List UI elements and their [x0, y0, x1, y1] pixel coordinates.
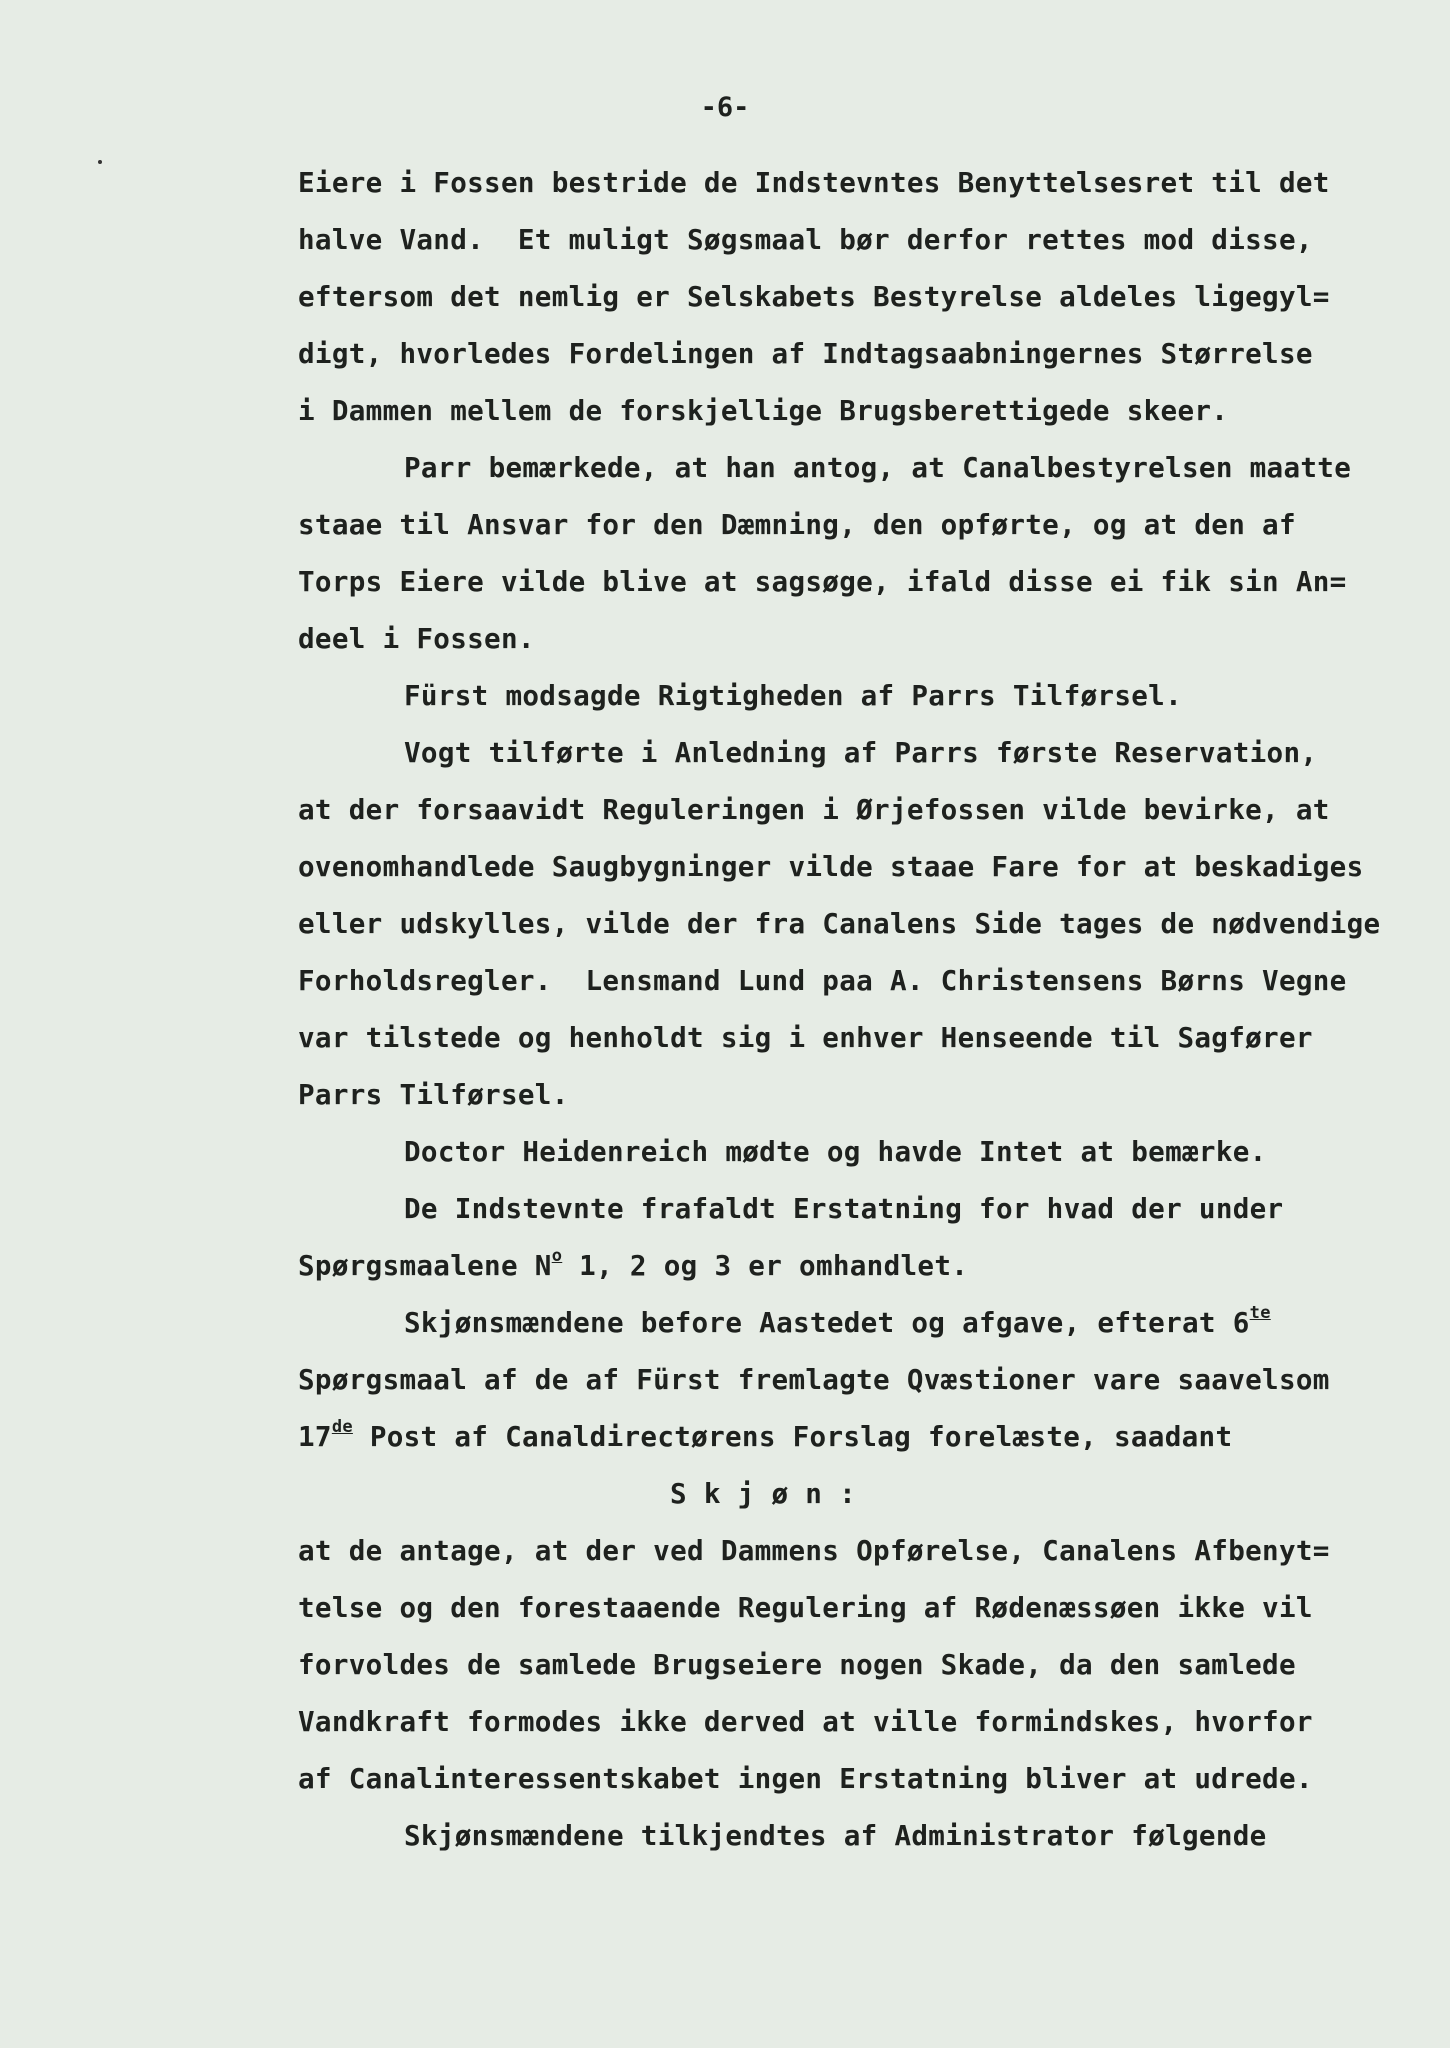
text-line: De Indstevnte frafaldt Erstatning for hvad der under: [404, 1192, 1284, 1225]
text-line: deel i Fossen.: [298, 622, 535, 655]
text-fragment: Post af Canaldirectørens Forslag forelæste, saadant: [352, 1420, 1233, 1453]
text-line: Parr bemærkede, at han antog, at Canalbestyrelsen maatte: [404, 451, 1352, 484]
text-line: Skjønsmændene tilkjendtes af Administrator følgende: [404, 1819, 1267, 1852]
text-line: Fürst modsagde Rigtigheden af Parrs Tilførsel.: [404, 679, 1182, 712]
text-line: af Canalinteressentskabet ingen Erstatning bliver at udrede.: [298, 1762, 1313, 1795]
text-line: [404, 1303, 1271, 1339]
text-fragment: 17: [298, 1420, 332, 1453]
text-fragment: 1, 2 og 3 er omhandlet.: [562, 1249, 969, 1282]
text-line: at de antage, at der ved Dammens Opførelse, Canalens Afbenyt=: [298, 1534, 1330, 1567]
text-line: Torps Eiere vilde blive at sagsøge, ifald disse ei fik sin An=: [298, 565, 1347, 598]
text-fragment: Spørgsmaalene N: [298, 1249, 552, 1282]
text-line: at der forsaavidt Reguleringen i Ørjefossen vilde bevirke, at: [298, 793, 1330, 826]
text-line: halve Vand. Et muligt Søgsmaal bør derfor rettes mod disse,: [298, 223, 1313, 256]
text-line: var tilstede og henholdt sig i enhver Henseende til Sagfører: [298, 1021, 1313, 1054]
page-number: -6-: [700, 92, 750, 123]
text-line: Vandkraft formodes ikke derved at ville formindskes, hvorfor: [298, 1705, 1313, 1738]
superscript: te: [1249, 1303, 1271, 1323]
section-heading: S k j ø n :: [670, 1477, 857, 1510]
text-line: Doctor Heidenreich mødte og havde Intet at bemærke.: [404, 1135, 1267, 1168]
text-line: Eiere i Fossen bestride de Indstevntes Benyttelsesret til det: [298, 166, 1330, 199]
text-fragment: Skjønsmændene before Aastedet og afgave, efterat 6: [404, 1306, 1250, 1339]
superscript: de: [331, 1417, 353, 1437]
ink-speck: [98, 160, 102, 164]
text-line: Forholdsregler. Lensmand Lund paa A. Christensens Børns Vegne: [298, 964, 1347, 997]
text-line: eller udskylles, vilde der fra Canalens Side tages de nødvendige: [298, 907, 1381, 940]
text-line: [298, 1417, 1233, 1453]
text-line: Parrs Tilførsel.: [298, 1078, 569, 1111]
text-line: i Dammen mellem de forskjellige Brugsberettigede skeer.: [298, 394, 1229, 427]
text-line: staae til Ansvar for den Dæmning, den opførte, og at den af: [298, 508, 1296, 541]
text-line: Spørgsmaal af de af Fürst fremlagte Qvæstioner vare saavelsom: [298, 1363, 1330, 1396]
text-line: [298, 1246, 969, 1282]
text-line: digt, hvorledes Fordelingen af Indtagsaabningernes Størrelse: [298, 337, 1313, 370]
superscript: o: [551, 1246, 563, 1266]
text-line: Vogt tilførte i Anledning af Parrs første Reservation,: [404, 736, 1318, 769]
text-line: ovenomhandlede Saugbygninger vilde staae Fare for at beskadiges: [298, 850, 1364, 883]
text-line: eftersom det nemlig er Selskabets Bestyrelse aldeles ligegyl=: [298, 280, 1330, 313]
text-line: forvoldes de samlede Brugseiere nogen Skade, da den samlede: [298, 1648, 1296, 1681]
text-line: telse og den forestaaende Regulering af Rødenæssøen ikke vil: [298, 1591, 1313, 1624]
